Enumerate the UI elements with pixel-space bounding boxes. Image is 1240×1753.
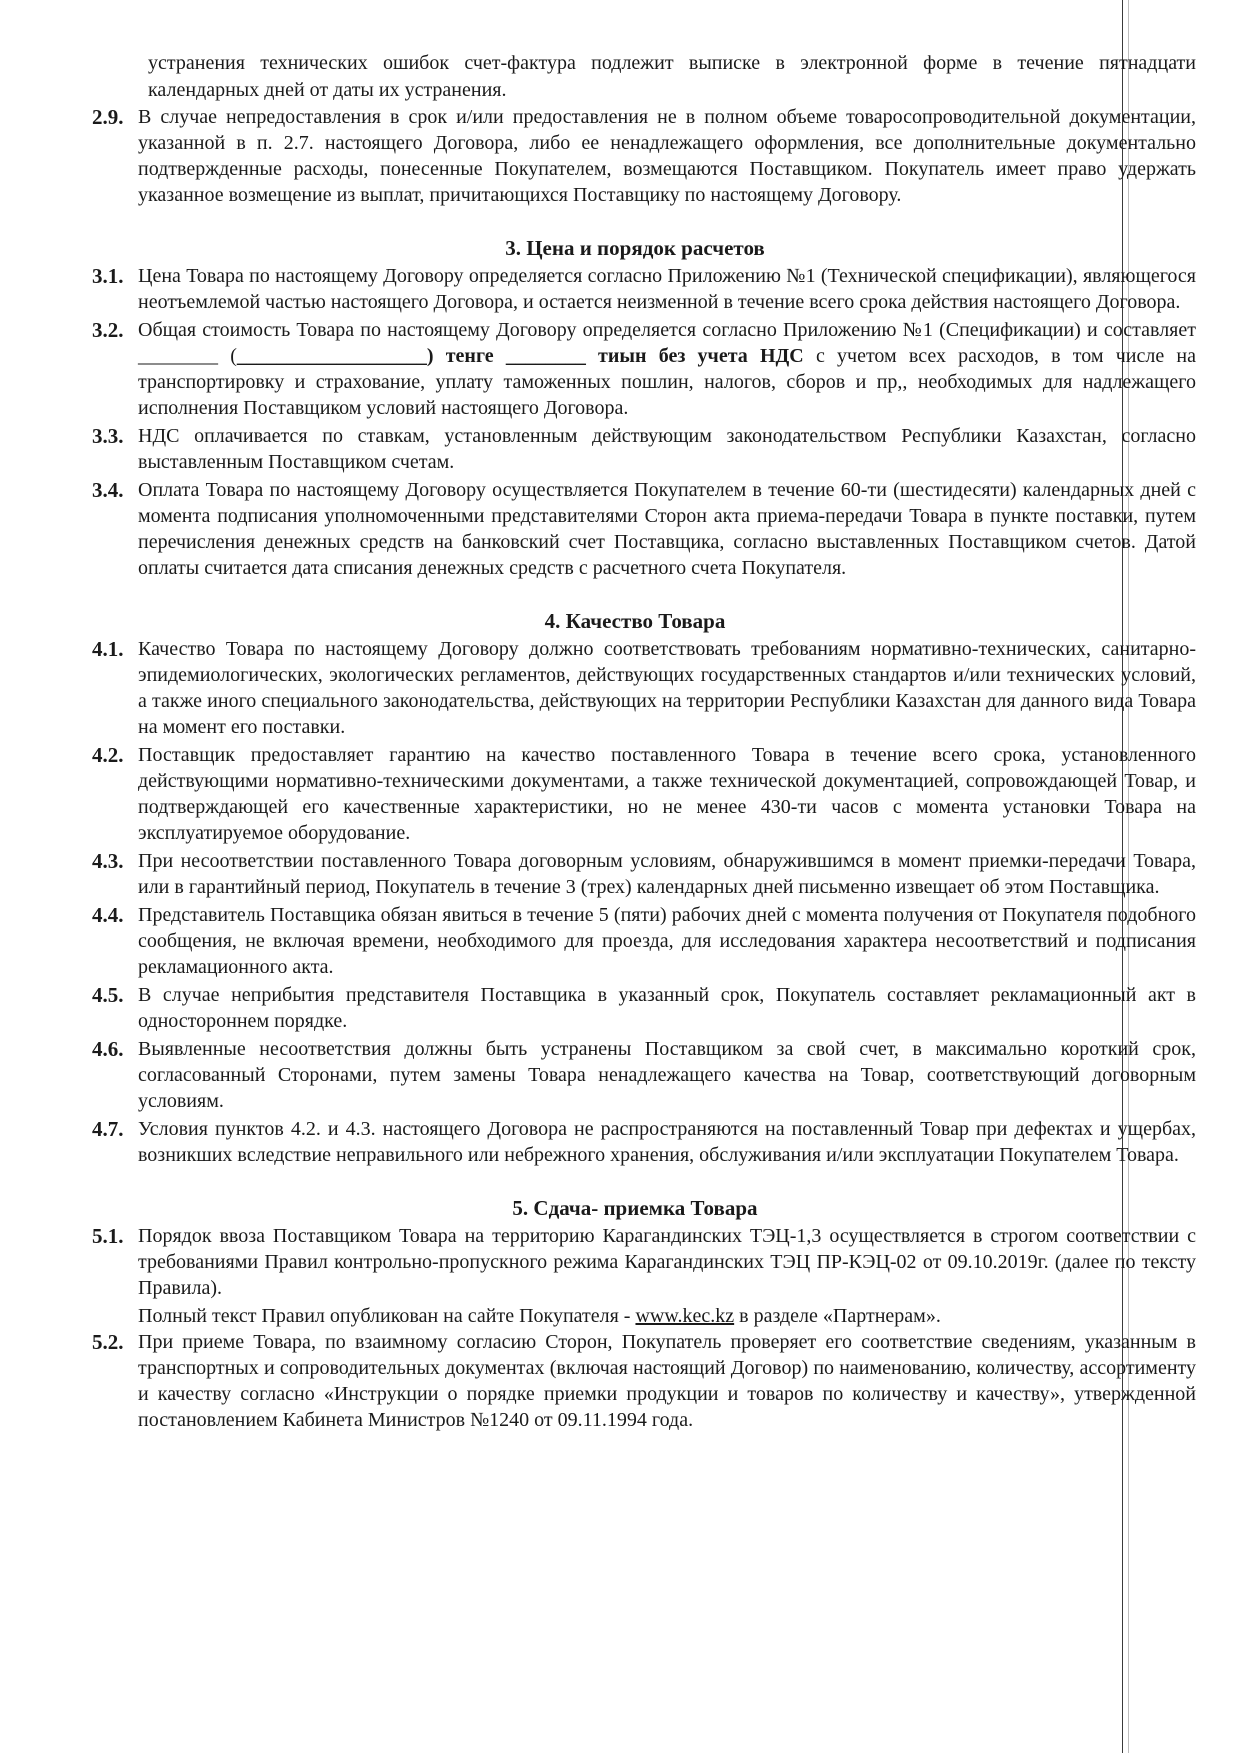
note-text-end: в разделе «Партнерам». [734, 1305, 941, 1327]
clause-4-2 [0, 742, 1196, 846]
clause-5-1-note [0, 1303, 1196, 1329]
clause-3-2 [0, 317, 1196, 421]
clause-text: При приеме Товара, по взаимному согласию Сторон, Покупатель проверяет его соответствие сведениям, указанным в транспортных и сопроводительных документах (включая настоящий Договор) по наименованию, количеству, ассортименту и качеству согласно «Инструкции о порядке приемки продукции и товаров по количеству и качеству», утвержденной постановлением Кабинета Министров №1240 от 09.11.1994 года. [138, 1331, 1196, 1431]
clause-text-cont: с учетом всех расходов, в том числе на транспортировку и страхование, уплату таможенных пошлин, налогов, сборов и пр,, необходимых для надлежащего исполнения Поставщиком условий настоящего Договора. [138, 345, 1196, 419]
clause-text: Условия пунктов 4.2. и 4.3. настоящего Договора не распространяются на поставленный Товар при дефектах и ущербах, возникших вследствие неправильного или небрежного хранения, обслуживания и/или эксплуатации Покупателем Товара. [138, 1118, 1196, 1166]
clause-text: Порядок ввоза Поставщиком Товара на территорию Карагандинских ТЭЦ-1,3 осуществляется в строгом соответствии с требованиями Правил контрольно-пропускного режима Карагандинских ТЭЦ ПР-КЭЦ-02 от 09.10.2019г. (далее по тексту Правила). [138, 1225, 1196, 1299]
clause-number: 4.1. [92, 637, 124, 661]
clause-text: Представитель Поставщика обязан явиться в течение 5 (пяти) рабочих дней с момента получения от Покупателя подобного сообщения, не включая времени, необходимого для проезда, для исследования характера несоответствий и подписания рекламационного акта. [138, 904, 1196, 978]
clause-number: 4.4. [92, 903, 124, 927]
clause-2-9 [0, 104, 1196, 208]
clause-text: Выявленные несоответствия должны быть устранены Поставщиком за свой счет, в максимально короткий срок, согласованный Сторонами, путем замены Товара ненадлежащего качества на Товар, соответствующий договорным условиям. [138, 1038, 1196, 1112]
clause-number: 5.2. [92, 1330, 124, 1354]
clause-number: 4.3. [92, 849, 124, 873]
clause-3-1 [0, 263, 1196, 315]
clause-text: Общая стоимость Товара по настоящему Договору определяется согласно Приложению №1 (Спецификации) и составляет ________ ( [138, 319, 1196, 367]
document-body [0, 50, 1240, 1435]
clause-number: 3.2. [92, 318, 124, 342]
clause-text: В случае непредоставления в срок и/или предоставления не в полном объеме товаросопроводительной документации, указанной в п. 2.7. настоящего Договора, либо ее ненадлежащего оформления, все дополнительные документально подтвержденные расходы, понесенные Покупателем, возмещаются Поставщиком. Покупатель имеет право удержать указанное возмещение из выплат, причитающихся Поставщику по настоящему Договору. [138, 106, 1196, 206]
clause-number: 4.2. [92, 743, 124, 767]
clause-number: 4.6. [92, 1037, 124, 1061]
intro-paragraph: устранения технических ошибок счет-фактура подлежит выписке в электронной форме в течение пятнадцати календарных дней от даты их устранения. [148, 52, 1196, 101]
clause-4-6 [0, 1036, 1196, 1114]
clause-4-1 [0, 636, 1196, 740]
clause-text: В случае неприбытия представителя Поставщика в указанный срок, Покупатель составляет рекламационный акт в одностороннем порядке. [138, 984, 1196, 1032]
clause-4-7 [0, 1116, 1196, 1168]
clause-text: Поставщик предоставляет гарантию на качество поставленного Товара в течение всего срока, установленного действующими нормативно-техническими документами, а также технической документацией, сопровождающей Товар, и подтверждающей его качественные характеристики, но не менее 430-ти часов с момента установки Товара на эксплуатируемое оборудование. [138, 744, 1196, 844]
clause-4-5 [0, 982, 1196, 1034]
clause-number: 4.7. [92, 1117, 124, 1141]
clause-number: 3.3. [92, 424, 124, 448]
clause-3-4 [0, 477, 1196, 581]
clause-text: При несоответствии поставленного Товара договорным условиям, обнаружившимся в момент приемки-передачи Товара, или в гарантийный период, Покупатель в течение 3 (трех) календарных дней письменно извещает об этом Поставщика. [138, 850, 1196, 898]
note-text: Полный текст Правил опубликован на сайте Покупателя - [138, 1305, 636, 1327]
clause-4-4 [0, 902, 1196, 980]
section-3-title: 3. Цена и порядок расчетов [505, 236, 765, 260]
website-link[interactable]: www.kec.kz [635, 1305, 735, 1327]
section-4-title: 4. Качество Товара [544, 609, 726, 633]
clause-4-3 [0, 848, 1196, 900]
clause-number: 4.5. [92, 983, 124, 1007]
clause-text: Качество Товара по настоящему Договору должно соответствовать требованиям нормативно-технических, санитарно-эпидемиологических, экологических регламентов, действующих государственных стандартов и/или технических условий, а также иного специального законодательства, действующих на территории Республики Казахстан для данного вида Товара на момент его поставки. [138, 638, 1196, 738]
clause-5-1 [0, 1223, 1196, 1301]
clause-text: Оплата Товара по настоящему Договору осуществляется Покупателем в течение 60-ти (шестидесяти) календарных дней с момента подписания уполномоченными представителями Сторон акта приема-передачи Товара в пункте поставки, путем перечисления денежных средств на банковский счет Поставщика, согласно выставленных Поставщиком счетов. Датой оплаты считается дата списания денежных средств с расчетного счета Покупателя. [138, 479, 1196, 579]
clause-number: 2.9. [92, 105, 124, 129]
clause-text: Цена Товара по настоящему Договору определяется согласно Приложению №1 (Технической спецификации), являющегося неотъемлемой частью настоящего Договора, и остается неизменной в течение всего срока действия настоящего Договора. [138, 265, 1196, 313]
clause-number: 3.4. [92, 478, 124, 502]
clause-text: НДС оплачивается по ставкам, установленным действующим законодательством Республики Казахстан, согласно выставленным Поставщиком счетам. [138, 425, 1196, 473]
price-blank-bold: ___________________) тенге ________ тиын без учета НДС [236, 345, 804, 367]
clause-5-2 [0, 1329, 1196, 1433]
clause-number: 3.1. [92, 264, 124, 288]
clause-number: 5.1. [92, 1224, 124, 1248]
section-5-title: 5. Сдача- приемка Товара [512, 1196, 758, 1220]
clause-3-3 [0, 423, 1196, 475]
